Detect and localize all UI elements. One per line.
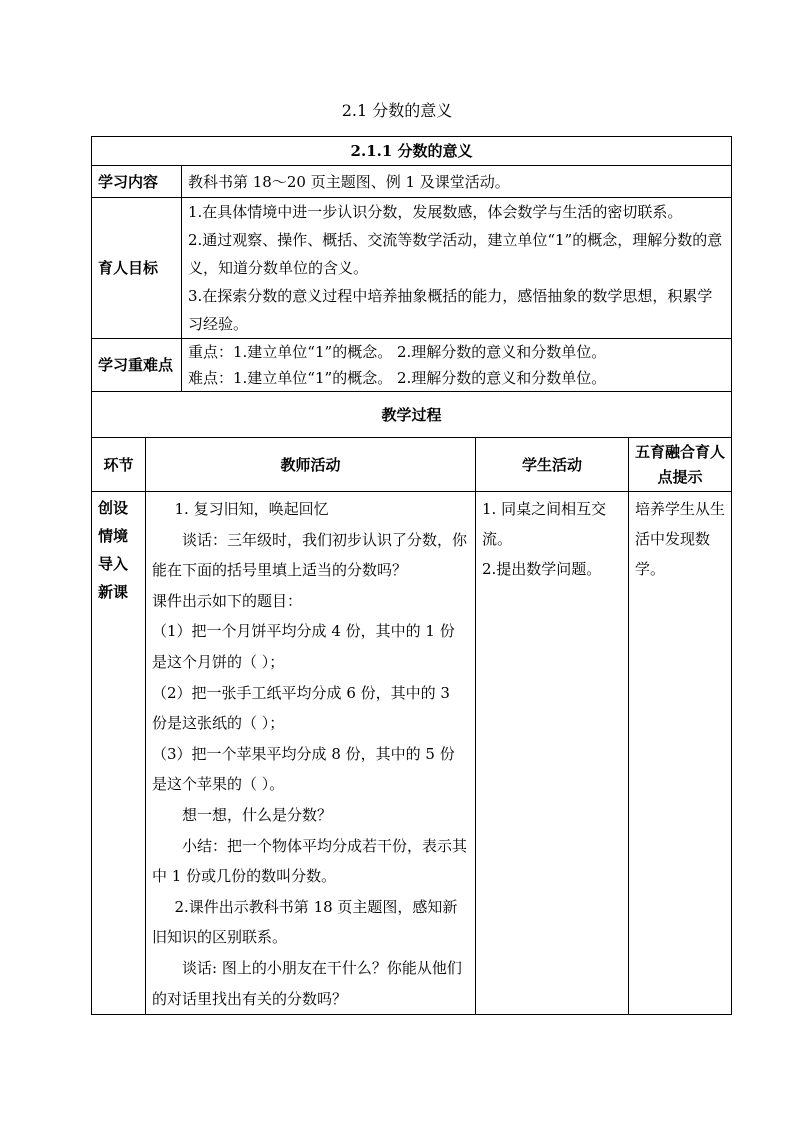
teacher-line: 课件出示如下的题目：	[152, 591, 303, 610]
hint-text	[629, 492, 732, 1015]
goal-item: 3.在探索分数的意义过程中培养抽象概括的能力，感悟抽象的数学思想，积累学习经验。	[188, 287, 713, 333]
key-points-row	[92, 339, 732, 392]
header-hint: 五育融合育人点提示	[629, 438, 732, 492]
section-title-row	[92, 137, 732, 166]
teacher-line: 2.课件出示教科书第 18 页主题图，感知新旧知识的区别联系。	[152, 897, 458, 947]
header-stage: 环节	[92, 438, 146, 492]
section-title: 2.1.1 分数的意义	[92, 137, 732, 166]
goals-row	[92, 198, 732, 339]
student-activity	[476, 492, 629, 1015]
process-title: 教学过程	[92, 392, 732, 438]
student-line: 1. 同桌之间相互交流。	[482, 500, 607, 548]
goal-item: 1.在具体情境中进一步认识分数，发展数感，体会数学与生活的密切联系。	[188, 203, 683, 221]
teacher-activity	[146, 492, 476, 1015]
goal-item: 2.通过观察、操作、概括、交流等数学活动，建立单位“1”的概念，理解分数的意义，知道分数单位的含义。	[188, 231, 723, 277]
page-title: 2.1 分数的意义	[341, 101, 453, 120]
teacher-line: 小结：把一个物体平均分成若干份，表示其中 1 份或几份的数叫分数。	[152, 836, 468, 886]
process-title-row	[92, 392, 732, 438]
teacher-line: （1）把一个月饼平均分成 4 份，其中的 1 份是这个月饼的（ ）；	[152, 622, 455, 671]
key-points-label: 学习重难点	[92, 339, 182, 392]
teacher-line: （2）把一张手工纸平均分成 6 份，其中的 3 份是这张纸的（ ）；	[152, 683, 450, 733]
key-points-text	[182, 339, 732, 392]
key-point-line: 重点：1.建立单位“1”的概念。 2.理解分数的意义和分数单位。	[188, 343, 607, 361]
process-row	[92, 492, 732, 1015]
header-student: 学生活动	[476, 438, 629, 492]
content-text: 教科书第 18～20 页主题图、例 1 及课堂活动。	[182, 166, 732, 198]
student-line: 2.提出数学问题。	[482, 560, 602, 578]
difficulty-line: 难点：1.建立单位“1”的概念。 2.理解分数的意义和分数单位。	[188, 369, 607, 387]
content-row	[92, 166, 732, 198]
content-label: 学习内容	[92, 166, 182, 198]
teacher-line: 想一想，什么是分数？	[182, 805, 333, 824]
goals-list	[182, 198, 732, 339]
teacher-line: 谈话: 图上的小朋友在干什么？你能从他们的对话里找出有关的分数吗？	[152, 958, 462, 1008]
teacher-line: 谈话：三年级时，我们初步认识了分数，你能在下面的括号里填上适当的分数吗？	[152, 530, 468, 580]
lesson-plan-table	[91, 136, 732, 1015]
goals-label: 育人目标	[92, 198, 182, 339]
teacher-line: （3）把一个苹果平均分成 8 份，其中的 5 份是这个苹果的（ ）。	[152, 744, 455, 794]
hint-line: 培养学生从生活中发现数学。	[635, 500, 726, 578]
process-header-row	[92, 438, 732, 492]
stage-name: 创设情境导入新课	[92, 492, 146, 1015]
teacher-line: 1. 复习旧知，唤起回忆	[174, 500, 329, 518]
header-teacher: 教师活动	[146, 438, 476, 492]
